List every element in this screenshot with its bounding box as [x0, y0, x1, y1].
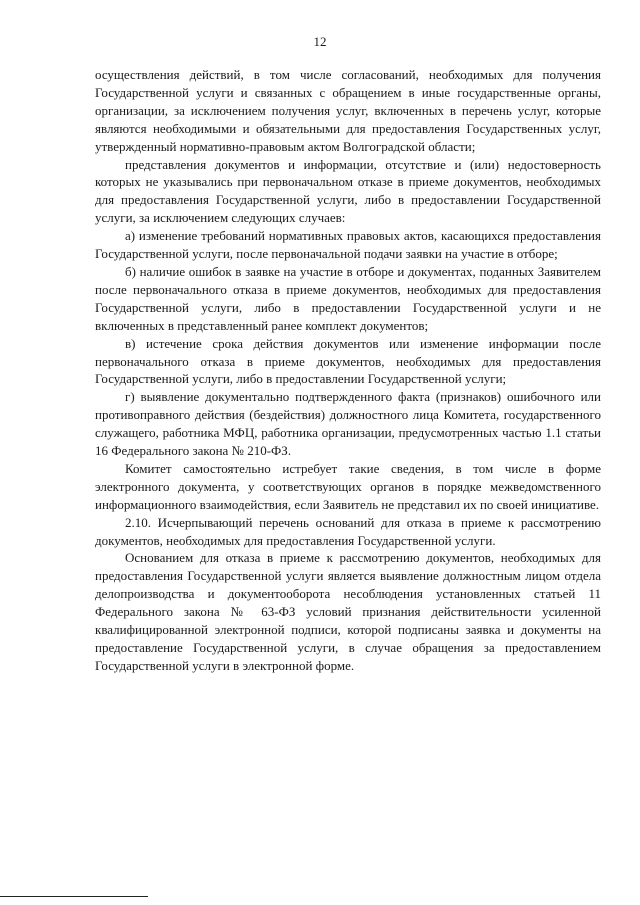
paragraph-committee-request: Комитет самостоятельно истребует такие сведения, в том числе в форме электронного документа, у соответствующих органов в порядке межведомственного информационного взаимодействия, если Заявитель не представил их по своей инициативе.: [95, 460, 601, 512]
paragraph-item-v: в) истечение срока действия документов или изменение информации после первоначального отказа в приеме документов, необходимых для предоставления Государственной услуги, либо в предоставлении Государственной услуги;: [95, 335, 601, 387]
paragraph-item-a: а) изменение требований нормативных правовых актов, касающихся предоставления Государственной услуги, после первоначальной подачи заявки на участие в отборе;: [95, 228, 601, 262]
document-body: [95, 66, 601, 675]
paragraph-documents-information: представления документов и информации, отсутствие и (или) недостоверность которых не указывались при первоначальном отказе в приеме документов, необходимых для предоставления Государственной услуги, либо в предоставлении Государственной услуги, за исключением следующих случаев:: [95, 156, 601, 226]
paragraph-section-2-10: 2.10. Исчерпывающий перечень оснований для отказа в приеме к рассмотрению документов, необходимых для предоставления Государственной услуги.: [95, 514, 601, 548]
paragraph-item-g: г) выявление документально подтвержденного факта (признаков) ошибочного или противоправного действия (бездействия) должностного лица Комитета, государственного служащего, работника МФЦ, работника организации, предусмотренных частью 1.1 статьи 16 Федерального закона № 210-ФЗ.: [95, 389, 601, 459]
paragraph-continuation: осуществления действий, в том числе согласований, необходимых для получения Государственной услуги и связанных с обращением в иные государственные органы, организации, за исключением получения услуг, включенных в перечень услуг, которые являются необходимыми и обязательными для предоставления Государственных услуг, утвержденный нормативно-правовым актом Волгоградской области;: [95, 67, 601, 154]
page-number: 12: [313, 34, 327, 49]
paragraph-item-b: б) наличие ошибок в заявке на участие в отборе и документах, поданных Заявителем после первоначального отказа в приеме документов, необходимых для предоставления Государственной услуги, либо в предоставлении Государственной услуги и не включенных в представленный ранее комплект документов;: [95, 263, 601, 333]
footnote-divider: [0, 896, 148, 897]
paragraph-refusal-grounds: Основанием для отказа в приеме к рассмотрению документов, необходимых для предоставления Государственной услуги является выявление должностным лицом отдела делопроизводства и документооборота несоблюдения установленных статьей 11 Федерального закона № 63-ФЗ условий признания действительности усиленной квалифицированной электронной подписи, которой подписаны заявка и документы на предоставление Государственной услуги, в случае обращения за предоставлением Государственной услуги в электронной форме.: [95, 550, 601, 673]
